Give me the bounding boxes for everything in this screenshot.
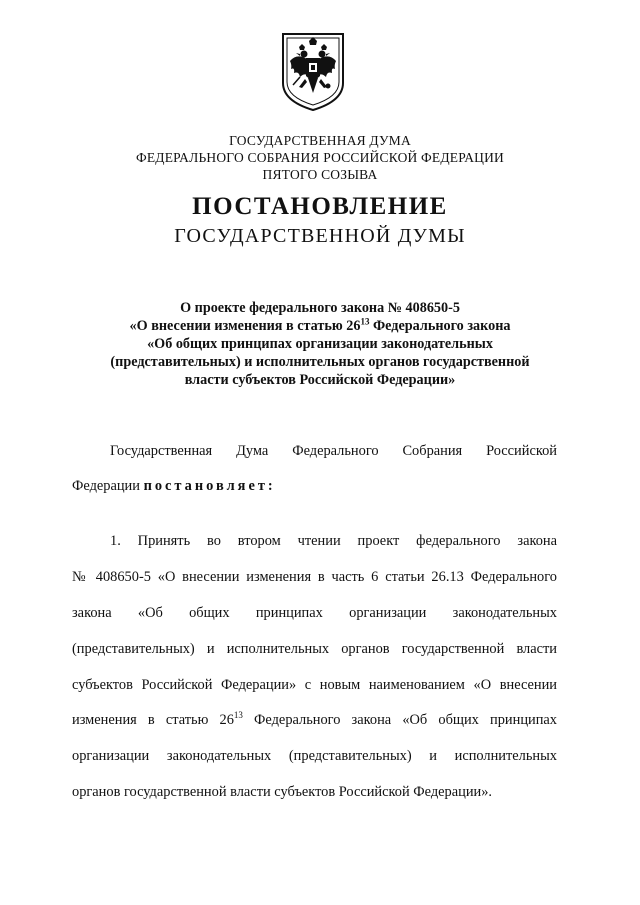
paragraph-line: закона «Об общих принципах организации законодательных bbox=[72, 605, 557, 621]
coat-of-arms-icon bbox=[279, 31, 347, 113]
paragraph-line: 1. Принять во втором чтении проект федерального закона bbox=[110, 533, 557, 549]
preamble-line: Государственная Дума Федерального Собрания Российской bbox=[110, 443, 557, 459]
bill-heading-line: О проекте федерального закона № 408650-5 bbox=[180, 300, 460, 316]
preamble-line: Федерации постановляет: bbox=[72, 478, 276, 494]
document-subtitle: ГОСУДАРСТВЕННОЙ ДУМЫ bbox=[174, 225, 466, 247]
paragraph-line: изменения в статью $26^{13}$ Федерального закона «Об общих принципах bbox=[72, 710, 558, 728]
paragraph-line: субъектов Российской Федерации» с новым наименованием «О внесении bbox=[72, 677, 557, 693]
decision-word: постановляет: bbox=[143, 478, 276, 494]
paragraph-line: органов государственной власти субъектов Российской Федерации». bbox=[72, 784, 493, 800]
bill-heading-line: «О внесении изменения в статью $26^{13}$ Федерального закона bbox=[129, 316, 511, 334]
bill-heading-line: власти субъектов Российской Федерации» bbox=[184, 372, 456, 388]
bill-heading bbox=[60, 299, 580, 389]
paragraph-line: (представительных) и исполнительных органов государственной власти bbox=[72, 641, 557, 657]
document-title: ПОСТАНОВЛЕНИЕ bbox=[192, 193, 448, 220]
duma-header-line: ГОСУДАРСТВЕННАЯ ДУМА bbox=[229, 133, 411, 148]
bill-heading-line: «Об общих принципах организации законодательных bbox=[147, 336, 493, 352]
bill-heading-line: (представительных) и исполнительных органов государственной bbox=[110, 354, 530, 370]
superscript: 13 bbox=[360, 316, 370, 327]
superscript: 13 bbox=[233, 710, 243, 721]
federal-assembly-header-line: ФЕДЕРАЛЬНОГО СОБРАНИЯ РОССИЙСКОЙ ФЕДЕРАЦИИ bbox=[136, 150, 504, 165]
convocation-header-line: ПЯТОГО СОЗЫВА bbox=[262, 167, 378, 182]
paragraph-line: № 408650-5 «О внесении изменения в часть 6 статьи 26.13 Федерального bbox=[72, 569, 557, 585]
paragraph-line: организации законодательных (представительных) и исполнительных bbox=[72, 748, 557, 764]
